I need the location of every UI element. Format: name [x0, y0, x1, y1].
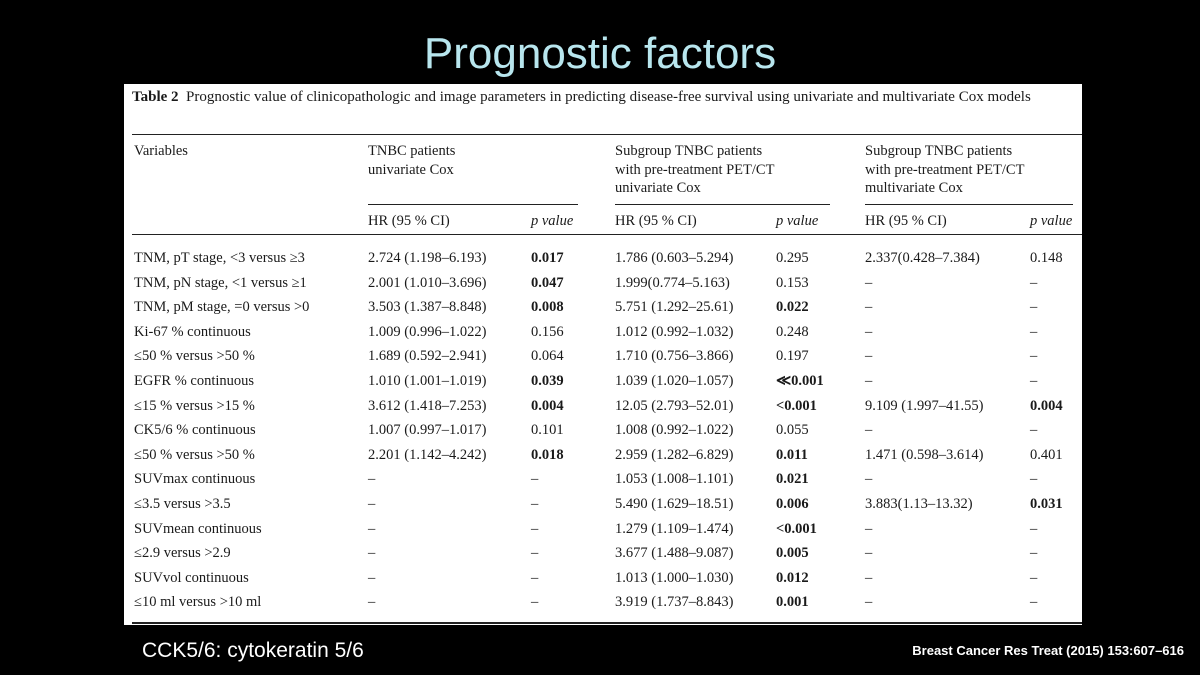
p-value-cell: 0.401 — [1030, 446, 1063, 463]
variable-label: ≤15 % versus >15 % — [134, 397, 255, 414]
hr-ci-cell: 1.012 (0.992–1.032) — [615, 323, 734, 340]
p-value-cell: 0.008 — [531, 299, 564, 316]
variable-label: EGFR % continuous — [134, 373, 255, 389]
p-value-cell: 0.005 — [776, 545, 809, 562]
p-value-cell: – — [1030, 471, 1038, 488]
hr-ci-cell: 3.677 (1.488–9.087) — [615, 545, 734, 562]
p-value-cell: – — [531, 520, 539, 537]
p-value-cell: – — [1030, 299, 1038, 316]
variable-label: ≤3.5 versus >3.5 — [134, 496, 231, 512]
p-value-cell: 0.031 — [1030, 496, 1063, 512]
hr-ci-cell: 1.279 (1.109–1.474) — [615, 520, 734, 537]
hr-ci-cell: – — [865, 373, 873, 389]
p-value-cell: – — [1030, 520, 1038, 537]
hr-ci-cell: 2.001 (1.010–3.696) — [368, 274, 487, 291]
hr-ci-cell: 1.710 (0.756–3.866) — [615, 348, 734, 365]
hr-ci-cell: – — [865, 594, 873, 611]
p-value-cell: 0.017 — [531, 250, 564, 266]
p-value-cell: 0.022 — [776, 299, 809, 316]
p-value-cell: 0.004 — [1030, 397, 1063, 414]
p-value-cell: – — [531, 496, 539, 512]
hr-ci-cell: 9.109 (1.997–41.55) — [865, 397, 984, 414]
p-value-cell: 0.021 — [776, 471, 809, 488]
p-value-cell: 0.006 — [776, 496, 809, 512]
hr-ci-cell: – — [865, 422, 873, 439]
p-value-cell: 0.153 — [776, 274, 809, 291]
hr-ci-cell: 1.008 (0.992–1.022) — [615, 422, 734, 439]
hr-ci-cell: 2.959 (1.282–6.829) — [615, 446, 734, 463]
p-value-cell: 0.295 — [776, 250, 809, 266]
abbreviation-footnote: CCK5/6: cytokeratin 5/6 — [142, 639, 364, 662]
p-value-cell: – — [1030, 422, 1038, 439]
hr-ci-cell: 1.007 (0.997–1.017) — [368, 422, 487, 439]
p-value-cell: 0.004 — [531, 397, 564, 414]
p-value-cell: 0.001 — [776, 594, 809, 611]
variable-label: TNM, pM stage, =0 versus >0 — [134, 299, 310, 316]
variable-label: SUVvol continuous — [134, 569, 249, 586]
p-value-cell: 0.197 — [776, 348, 809, 365]
group-header: Subgroup TNBC patients with pre-treatment PET/CT multivariate Cox — [865, 143, 1025, 196]
hr-ci-header: HR (95 % CI) — [615, 213, 697, 229]
hr-ci-cell: 12.05 (2.793–52.01) — [615, 397, 734, 414]
group-underline — [368, 204, 578, 205]
slide-title: Prognostic factors — [423, 29, 777, 78]
p-value-cell: 0.248 — [776, 323, 809, 340]
p-value-cell: 0.148 — [1030, 250, 1063, 266]
source-citation: Breast Cancer Res Treat (2015) 153:607–616 — [912, 643, 1184, 658]
variable-label: SUVmean continuous — [134, 520, 262, 537]
hr-ci-cell: – — [865, 545, 873, 562]
hr-ci-cell: 1.689 (0.592–2.941) — [368, 348, 487, 365]
p-value-cell: 0.039 — [531, 373, 564, 389]
hr-ci-header: HR (95 % CI) — [865, 213, 947, 229]
p-value-cell: – — [531, 545, 539, 562]
p-value-cell: – — [1030, 323, 1038, 340]
hr-ci-cell: 1.053 (1.008–1.101) — [615, 471, 734, 488]
p-value-header: p value — [776, 213, 819, 229]
hr-ci-cell: 1.999(0.774–5.163) — [615, 274, 730, 291]
p-value-header: p value — [531, 213, 574, 229]
hr-ci-cell: – — [368, 569, 376, 586]
hr-ci-cell: – — [865, 299, 873, 316]
hr-ci-cell: 1.010 (1.001–1.019) — [368, 373, 487, 389]
hr-ci-cell: – — [865, 323, 873, 340]
p-value-cell: <0.001 — [776, 520, 817, 537]
p-value-cell: – — [1030, 569, 1038, 586]
table-caption-text: Prognostic value of clinicopathologic and image parameters in predicting disease-free survival using univariate and multivariate Cox models — [186, 89, 1031, 105]
variable-label: SUVmax continuous — [134, 471, 256, 488]
variable-label: ≤50 % versus >50 % — [134, 348, 255, 365]
p-value-cell: 0.047 — [531, 274, 564, 291]
hr-ci-cell: 2.337(0.428–7.384) — [865, 250, 980, 266]
variable-label: Ki-67 % continuous — [134, 323, 251, 340]
group-header: Subgroup TNBC patients with pre-treatment PET/CT univariate Cox — [615, 143, 775, 196]
variable-label: TNM, pT stage, <3 versus ≥3 — [134, 250, 305, 266]
p-value-cell: – — [531, 569, 539, 586]
p-value-cell: – — [1030, 594, 1038, 611]
p-value-cell: – — [531, 594, 539, 611]
hr-ci-cell: 1.786 (0.603–5.294) — [615, 250, 734, 266]
hr-ci-cell: 1.039 (1.020–1.057) — [615, 373, 734, 389]
table-bottom-rule — [132, 622, 1082, 624]
p-value-cell: 0.018 — [531, 446, 564, 463]
hr-ci-cell: 3.503 (1.387–8.848) — [368, 299, 487, 316]
hr-ci-cell: – — [865, 569, 873, 586]
hr-ci-cell: 5.751 (1.292–25.61) — [615, 299, 734, 316]
hr-ci-cell: – — [865, 471, 873, 488]
hr-ci-cell: – — [368, 594, 376, 611]
header-bottom-rule — [132, 234, 1082, 235]
group-underline — [615, 204, 830, 205]
p-value-cell: 0.064 — [531, 348, 564, 365]
p-value-cell: – — [1030, 545, 1038, 562]
hr-ci-cell: – — [865, 348, 873, 365]
hr-ci-cell: 3.612 (1.418–7.253) — [368, 397, 487, 414]
p-value-cell: 0.101 — [531, 422, 564, 439]
hr-ci-cell: – — [368, 520, 376, 537]
p-value-cell: <0.001 — [776, 397, 817, 414]
hr-ci-header: HR (95 % CI) — [368, 213, 450, 229]
p-value-cell: 0.055 — [776, 422, 809, 439]
table-caption-label: Table 2 — [132, 89, 179, 105]
table-image-panel — [124, 84, 1082, 625]
p-value-cell: 0.011 — [776, 446, 808, 463]
group-underline — [865, 204, 1073, 205]
hr-ci-cell: – — [368, 545, 376, 562]
variable-label: ≤50 % versus >50 % — [134, 446, 255, 463]
p-value-cell: 0.012 — [776, 569, 809, 586]
p-value-cell: – — [1030, 274, 1038, 291]
hr-ci-cell: 3.919 (1.737–8.843) — [615, 594, 734, 611]
hr-ci-cell: 1.013 (1.000–1.030) — [615, 569, 734, 586]
p-value-cell: – — [531, 471, 539, 488]
variable-label: TNM, pN stage, <1 versus ≥1 — [134, 274, 307, 291]
p-value-cell: ≪0.001 — [776, 373, 824, 389]
variable-label: ≤2.9 versus >2.9 — [134, 545, 231, 562]
hr-ci-cell: 2.201 (1.142–4.242) — [368, 446, 487, 463]
hr-ci-cell: 2.724 (1.198–6.193) — [368, 250, 487, 266]
variable-label: CK5/6 % continuous — [134, 422, 256, 439]
table-top-rule — [132, 134, 1082, 135]
hr-ci-cell: 1.471 (0.598–3.614) — [865, 446, 984, 463]
hr-ci-cell: – — [368, 471, 376, 488]
hr-ci-cell: – — [865, 274, 873, 291]
hr-ci-cell: – — [865, 520, 873, 537]
variables-header: Variables — [134, 143, 188, 159]
hr-ci-cell: 3.883(1.13–13.32) — [865, 496, 973, 512]
hr-ci-cell: 5.490 (1.629–18.51) — [615, 496, 734, 512]
table-caption — [132, 88, 1078, 107]
p-value-header: p value — [1030, 213, 1073, 229]
hr-ci-cell: 1.009 (0.996–1.022) — [368, 323, 487, 340]
p-value-cell: 0.156 — [531, 323, 564, 340]
p-value-cell: – — [1030, 373, 1038, 389]
variable-label: ≤10 ml versus >10 ml — [134, 594, 262, 611]
group-header: TNBC patients univariate Cox — [368, 143, 456, 178]
hr-ci-cell: – — [368, 496, 376, 512]
p-value-cell: – — [1030, 348, 1038, 365]
